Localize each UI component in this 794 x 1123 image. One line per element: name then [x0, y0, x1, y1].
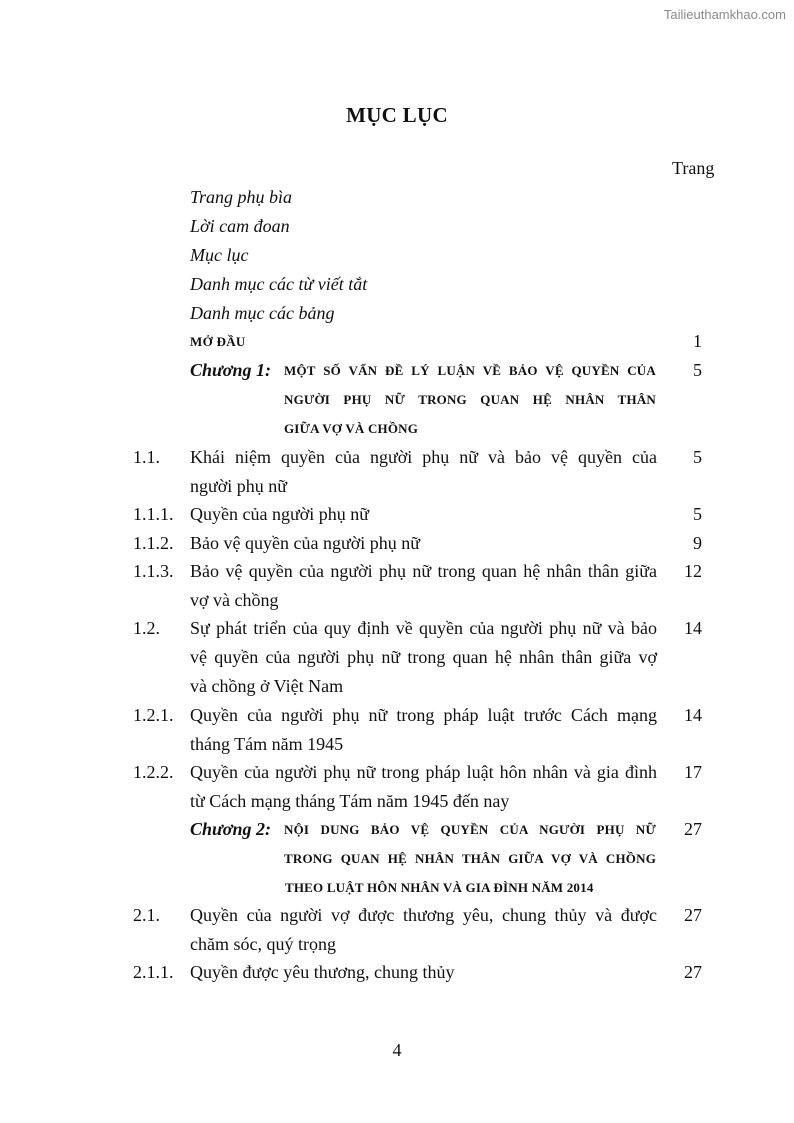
- toc-entry-text: Danh mục các từ viết tắt: [190, 274, 368, 294]
- toc-entry-text: Quyền được yêu thương, chung thủy: [190, 962, 455, 982]
- toc-entry-text: Sự phát triển của quy định về quyền của người phụ nữ và bảo vệ quyền của người phụ nữ trong quan hệ nhân thân giữa vợ và chồng ở Việt Nam: [190, 618, 657, 696]
- toc-section-number: 1.2.2.: [133, 762, 174, 782]
- chapter-title-line: THEO LUẬT HÔN NHÂN VÀ GIA ĐÌNH NĂM 2014: [285, 880, 594, 895]
- toc-entry-text: Danh mục các bảng: [190, 303, 335, 323]
- toc-entry-text: Mục lục: [190, 245, 249, 265]
- toc-page-number: 1: [693, 331, 702, 351]
- toc-page-number: 9: [693, 533, 702, 553]
- toc-page-number: 27: [684, 819, 702, 839]
- toc-section-number: 1.1.1.: [133, 504, 174, 524]
- chapter-title: [284, 815, 656, 902]
- toc-section-number: 1.1.: [133, 447, 160, 467]
- chapter-label: Chương 1:: [190, 360, 271, 380]
- toc-entry-text: Bảo vệ quyền của người phụ nữ: [190, 533, 420, 553]
- toc-section-number: 1.2.: [133, 618, 160, 638]
- page-title: MỤC LỤC: [346, 103, 448, 127]
- chapter-label: Chương 2:: [190, 819, 271, 839]
- toc-section-number: 1.2.1.: [133, 705, 174, 725]
- toc-chapter-1: [0, 356, 794, 443]
- toc-section-number: 2.1.1.: [133, 962, 174, 982]
- toc-page-number: 5: [693, 447, 702, 467]
- toc-page-number: 14: [684, 705, 702, 725]
- toc-entry-text: Quyền của người phụ nữ trong pháp luật trước Cách mạng tháng Tám năm 1945: [190, 705, 657, 754]
- toc-page-number: 17: [684, 762, 702, 782]
- chapter-title-line: NỘI DUNG BẢO VỆ QUYỀN CỦA NGƯỜI PHỤ NỮ: [284, 822, 656, 837]
- watermark: Tailieuthamkhao.com: [663, 7, 786, 22]
- toc-page-number: 12: [684, 561, 702, 581]
- toc-page-number: 5: [693, 360, 702, 380]
- toc-entry-text: Quyền của người phụ nữ trong pháp luật hôn nhân và gia đình từ Cách mạng tháng Tám năm 1945 đến nay: [190, 762, 657, 811]
- toc-entry-text: Quyền của người phụ nữ: [190, 504, 369, 524]
- chapter-title-line: TRONG QUAN HỆ NHÂN THÂN GIỮA VỢ VÀ CHỒNG: [284, 851, 656, 866]
- toc-section-number: 1.1.3.: [133, 561, 174, 581]
- toc-entry-text: Lời cam đoan: [190, 216, 290, 236]
- page-column-header: Trang: [672, 158, 715, 178]
- toc-page-number: 27: [684, 905, 702, 925]
- toc-page-number: 27: [684, 962, 702, 982]
- toc-entry-text: Khái niệm quyền của người phụ nữ và bảo vệ quyền của người phụ nữ: [190, 447, 657, 496]
- toc-page-number: 5: [693, 504, 702, 524]
- chapter-title-line: MỘT SỐ VẤN ĐỀ LÝ LUẬN VỀ BẢO VỆ QUYỀN CỦA: [284, 363, 656, 378]
- toc-entry-text: Quyền của người vợ được thương yêu, chung thủy và được chăm sóc, quý trọng: [190, 905, 657, 954]
- toc-entry-text: Bảo vệ quyền của người phụ nữ trong quan hệ nhân thân giữa vợ và chồng: [190, 561, 657, 610]
- chapter-title-line: GIỮA VỢ VÀ CHỒNG: [284, 421, 419, 436]
- toc-chapter-2: [0, 815, 794, 902]
- toc-entry-text: Trang phụ bìa: [190, 187, 293, 207]
- toc-section-number: 1.1.2.: [133, 533, 174, 553]
- toc-section-number: 2.1.: [133, 905, 160, 925]
- chapter-title-line: NGƯỜI PHỤ NỮ TRONG QUAN HỆ NHÂN THÂN: [284, 392, 656, 407]
- toc-page-number: 14: [684, 618, 702, 638]
- page-number: 4: [392, 1040, 402, 1060]
- toc-entry-text: MỞ ĐẦU: [190, 334, 246, 349]
- chapter-title: [284, 356, 656, 443]
